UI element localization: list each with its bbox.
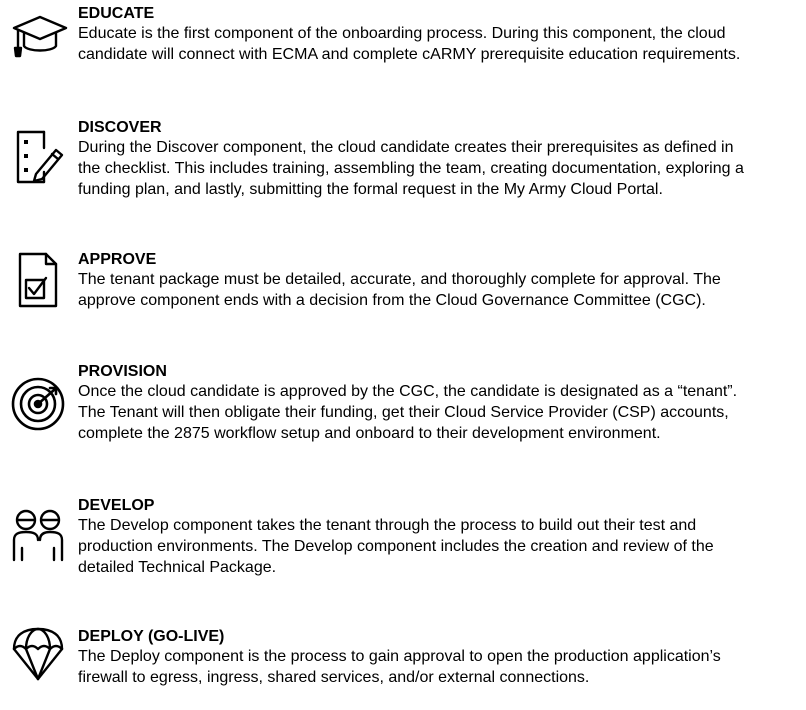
description-line: The Deploy component is the process to gain approval to open the production application’s [78,648,721,665]
checklist-pencil-icon [10,126,68,184]
step-description [78,515,796,578]
document-checkbox-icon [10,250,68,308]
team-people-icon [10,504,68,562]
description-line: During the Discover component, the cloud candidate creates their prerequisites as defined in [78,139,734,156]
step-title: EDUCATE [78,5,155,22]
description-line: the checklist. This includes training, assembling the team, creating documentation, exploring a [78,160,744,177]
description-line: firewall to egress, ingress, shared services, and/or external connections. [78,669,590,686]
description-line: approve component ends with a decision from the Cloud Governance Committee (CGC). [78,292,706,309]
description-line: candidate will connect with ECMA and complete cARMY prerequisite education requirements. [78,46,741,63]
description-line: The Tenant will then obligate their funding, get their Cloud Service Provider (CSP) accounts, [78,404,729,421]
step-description [78,137,796,200]
description-line: detailed Technical Package. [78,559,277,576]
step-develop-text [78,496,796,578]
step-description [78,646,796,688]
target-icon [10,374,68,432]
step-title: APPROVE [78,251,157,268]
description-line: The tenant package must be detailed, accurate, and thoroughly complete for approval. The [78,271,721,288]
step-deploy-text [78,627,796,688]
step-educate-text [78,4,796,65]
step-approve-text [78,250,796,311]
parachute-icon [10,625,68,683]
description-line: Educate is the first component of the onboarding process. During this component, the cloud [78,25,726,42]
graduation-cap-icon [10,6,68,64]
step-discover-text [78,118,796,200]
description-line: The Develop component takes the tenant through the process to build out their test and [78,517,697,534]
description-line: complete the 2875 workflow setup and onboard to their development environment. [78,425,661,442]
description-line: production environments. The Develop component includes the creation and review of the [78,538,714,555]
step-title: PROVISION [78,363,167,380]
step-title: DEVELOP [78,497,155,514]
step-title: DISCOVER [78,119,162,136]
step-description [78,23,796,65]
step-title: DEPLOY (GO-LIVE) [78,628,225,645]
step-provision-text [78,362,796,444]
step-description [78,269,796,311]
step-description [78,381,796,444]
description-line: funding plan, and lastly, submitting the formal request in the My Army Cloud Portal. [78,181,663,198]
description-line: Once the cloud candidate is approved by the CGC, the candidate is designated as a “tenant”. [78,383,738,400]
